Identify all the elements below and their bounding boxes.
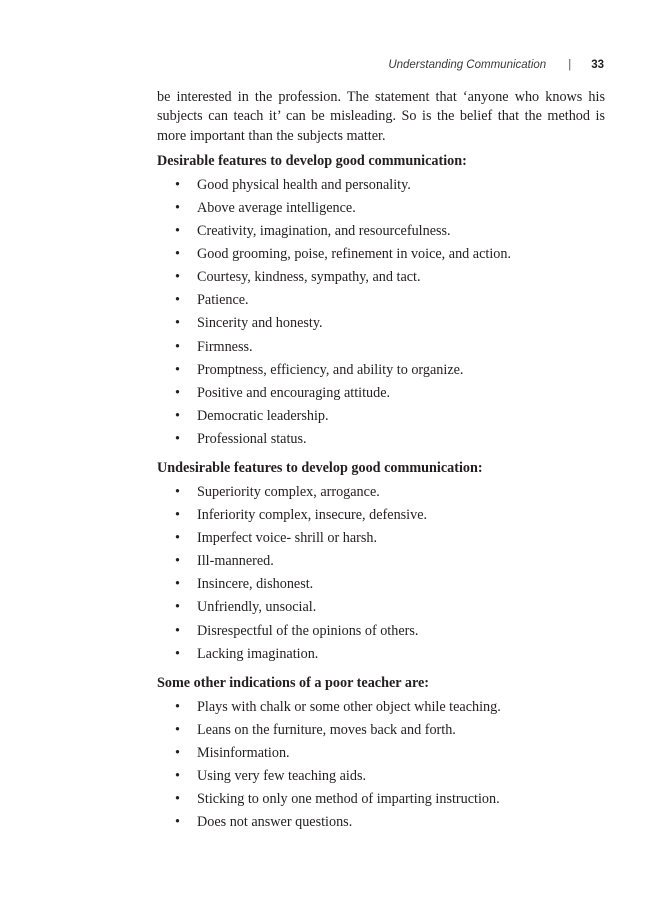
bullet-icon: • bbox=[175, 223, 180, 240]
list-item bbox=[157, 698, 605, 721]
list-item bbox=[157, 790, 605, 813]
bullet-icon: • bbox=[175, 292, 180, 309]
bullet-icon: • bbox=[175, 199, 180, 216]
bullet-icon: • bbox=[175, 338, 180, 355]
list-item bbox=[157, 529, 605, 552]
list-item-text: Firmness. bbox=[197, 338, 253, 355]
bullet-icon: • bbox=[175, 622, 180, 639]
list-item bbox=[157, 506, 605, 529]
list-item-text: Disrespectful of the opinions of others. bbox=[197, 622, 419, 639]
list-item bbox=[157, 176, 605, 199]
list-item-text: Plays with chalk or some other object while teaching. bbox=[197, 698, 501, 715]
list-item bbox=[157, 407, 605, 430]
list-item bbox=[157, 430, 605, 453]
list-item-text: Inferiority complex, insecure, defensive. bbox=[197, 507, 428, 524]
list-item bbox=[157, 721, 605, 744]
bullet-list bbox=[157, 698, 605, 837]
bullet-icon: • bbox=[175, 599, 180, 616]
list-item bbox=[157, 575, 605, 598]
bullet-icon: • bbox=[175, 768, 180, 785]
list-item bbox=[157, 744, 605, 767]
bullet-icon: • bbox=[175, 269, 180, 286]
section-poor-teacher bbox=[157, 674, 605, 837]
page-number: 33 bbox=[591, 59, 604, 71]
bullet-list bbox=[157, 176, 605, 453]
bullet-icon: • bbox=[175, 530, 180, 547]
running-header bbox=[388, 59, 604, 71]
list-item bbox=[157, 268, 605, 291]
list-item bbox=[157, 552, 605, 575]
bullet-icon: • bbox=[175, 315, 180, 332]
list-item bbox=[157, 598, 605, 621]
list-item-text: Ill-mannered. bbox=[197, 553, 274, 570]
bullet-icon: • bbox=[175, 791, 180, 808]
list-item-text: Lacking imagination. bbox=[197, 645, 319, 662]
bullet-icon: • bbox=[175, 384, 180, 401]
list-item bbox=[157, 291, 605, 314]
bullet-icon: • bbox=[175, 721, 180, 738]
list-item-text: Patience. bbox=[197, 292, 249, 309]
list-item bbox=[157, 483, 605, 506]
list-item-text: Democratic leadership. bbox=[197, 407, 329, 424]
list-item-text: Does not answer questions. bbox=[197, 814, 353, 831]
header-separator: | bbox=[568, 59, 572, 71]
list-item-text: Sticking to only one method of imparting instruction. bbox=[197, 791, 500, 808]
list-item-text: Positive and encouraging attitude. bbox=[197, 384, 391, 401]
list-item-text: Good physical health and personality. bbox=[197, 176, 411, 193]
list-item-text: Unfriendly, unsocial. bbox=[197, 599, 317, 616]
section-heading: Some other indications of a poor teacher are: bbox=[157, 674, 430, 691]
bullet-icon: • bbox=[175, 814, 180, 831]
section-undesirable bbox=[157, 459, 605, 668]
list-item-text: Sincerity and honesty. bbox=[197, 315, 323, 332]
list-item bbox=[157, 199, 605, 222]
list-item-text: Good grooming, poise, refinement in voice, and action. bbox=[197, 246, 512, 263]
list-item-text: Using very few teaching aids. bbox=[197, 768, 367, 785]
list-item bbox=[157, 813, 605, 836]
list-item-text: Superiority complex, arrogance. bbox=[197, 484, 380, 501]
list-item bbox=[157, 767, 605, 790]
bullet-list bbox=[157, 483, 605, 668]
list-item bbox=[157, 314, 605, 337]
bullet-icon: • bbox=[175, 507, 180, 524]
bullet-icon: • bbox=[175, 698, 180, 715]
list-item bbox=[157, 622, 605, 645]
list-item bbox=[157, 361, 605, 384]
list-item-text: Courtesy, kindness, sympathy, and tact. bbox=[197, 269, 421, 286]
list-item-text: Leans on the furniture, moves back and forth. bbox=[197, 721, 456, 738]
bullet-icon: • bbox=[175, 645, 180, 662]
bullet-icon: • bbox=[175, 484, 180, 501]
page-body bbox=[157, 88, 605, 836]
section-heading: Desirable features to develop good communication: bbox=[157, 152, 467, 169]
bullet-icon: • bbox=[175, 246, 180, 263]
section-desirable bbox=[157, 152, 605, 453]
intro-paragraph: be interested in the profession. The statement that ‘anyone who knows his subjects can teach it’ can be misleading. So is the belief that the method is more important than the subjects matter. bbox=[157, 89, 605, 144]
bullet-icon: • bbox=[175, 176, 180, 193]
list-item-text: Professional status. bbox=[197, 430, 307, 447]
list-item bbox=[157, 245, 605, 268]
list-item-text: Imperfect voice- shrill or harsh. bbox=[197, 530, 378, 547]
bullet-icon: • bbox=[175, 430, 180, 447]
list-item-text: Promptness, efficiency, and ability to organize. bbox=[197, 361, 464, 378]
section-heading: Undesirable features to develop good communication: bbox=[157, 460, 483, 477]
list-item bbox=[157, 338, 605, 361]
running-title: Understanding Communication bbox=[388, 59, 547, 71]
list-item bbox=[157, 222, 605, 245]
list-item bbox=[157, 645, 605, 668]
list-item-text: Misinformation. bbox=[197, 744, 290, 761]
bullet-icon: • bbox=[175, 553, 180, 570]
list-item-text: Above average intelligence. bbox=[197, 199, 356, 216]
list-item bbox=[157, 384, 605, 407]
bullet-icon: • bbox=[175, 744, 180, 761]
bullet-icon: • bbox=[175, 576, 180, 593]
list-item-text: Creativity, imagination, and resourcefulness. bbox=[197, 223, 451, 240]
bullet-icon: • bbox=[175, 361, 180, 378]
bullet-icon: • bbox=[175, 407, 180, 424]
list-item-text: Insincere, dishonest. bbox=[197, 576, 314, 593]
